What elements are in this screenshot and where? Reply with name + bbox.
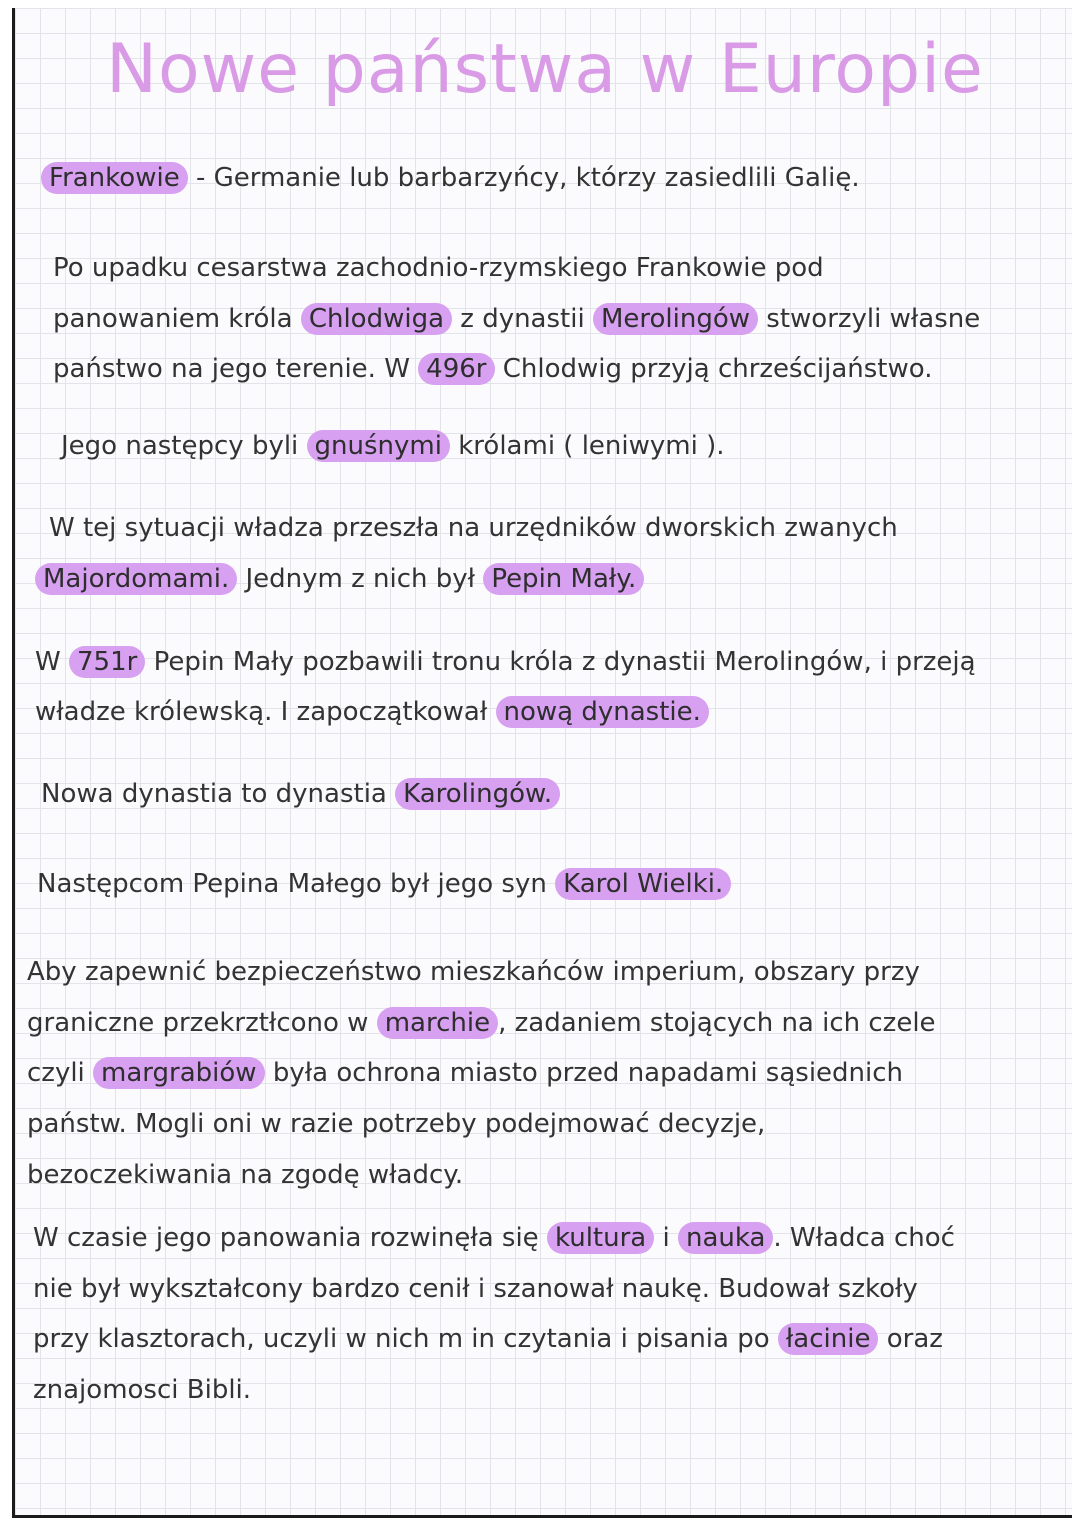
text-segment: państwo na jego terenie. W xyxy=(53,354,419,384)
text-line xyxy=(61,428,725,464)
highlighted-term: 496r xyxy=(418,353,494,385)
highlighted-term: margrabiów xyxy=(93,1057,265,1089)
text-segment: W czasie jego panowania rozwinęła się xyxy=(33,1223,547,1253)
highlighted-term: Merolingów xyxy=(593,303,758,335)
highlighted-term: Karol Wielki. xyxy=(555,868,731,900)
text-segment: znajomosci Bibli. xyxy=(33,1375,252,1405)
text-segment: Jednym z nich był xyxy=(237,564,484,594)
text-line xyxy=(53,250,824,286)
text-line xyxy=(27,1055,903,1091)
text-segment: Jego następcy byli xyxy=(61,431,307,461)
text-line xyxy=(33,1271,918,1307)
text-segment: bezoczekiwania na zgodę władcy. xyxy=(27,1160,464,1190)
text-segment: Nowa dynastia to dynastia xyxy=(41,779,396,809)
text-segment: panowaniem króla xyxy=(53,304,301,334)
text-line xyxy=(27,954,920,990)
highlighted-term: 751r xyxy=(69,646,145,678)
highlighted-term: łacinie xyxy=(778,1323,879,1355)
highlighted-term: Majordomami. xyxy=(35,563,237,595)
text-segment: z dynastii xyxy=(452,304,593,334)
text-line xyxy=(35,694,709,730)
text-segment: - Germanie lub barbarzyńcy, którzy zasiedlili Galię. xyxy=(187,163,860,193)
text-segment: królami ( leniwymi ). xyxy=(449,431,725,461)
text-segment: W tej sytuacji władza przeszła na urzędników dworskich zwanych xyxy=(49,513,898,543)
highlighted-term: kultura xyxy=(547,1222,654,1254)
highlighted-term: Frankowie xyxy=(41,162,188,194)
text-line xyxy=(27,1005,936,1041)
text-segment: państw. Mogli oni w razie potrzeby podejmować decyzje, xyxy=(27,1109,766,1139)
highlighted-term: nauka xyxy=(678,1222,773,1254)
text-segment: i xyxy=(654,1223,678,1253)
text-segment: władze królewską. I zapoczątkował xyxy=(35,697,496,727)
text-line xyxy=(35,561,644,597)
text-segment: czyli xyxy=(27,1058,94,1088)
text-line xyxy=(27,1106,765,1142)
text-line xyxy=(53,301,980,337)
text-line xyxy=(41,776,560,812)
text-segment: Aby zapewnić bezpieczeństwo mieszkańców imperium, obszary przy xyxy=(27,957,920,987)
text-segment: Pepin Mały pozbawili tronu króla z dynastii Merolingów, i przeją xyxy=(145,647,976,677)
text-line xyxy=(27,1157,463,1193)
text-segment: oraz xyxy=(878,1324,943,1354)
text-segment: Po upadku cesarstwa zachodnio-rzymskiego Frankowie pod xyxy=(53,253,824,283)
text-segment: graniczne przekrztłcono w xyxy=(27,1008,377,1038)
text-segment: nie był wykształcony bardzo cenił i szanował naukę. Budował szkoły xyxy=(33,1274,918,1304)
highlighted-term: Chlodwiga xyxy=(301,303,452,335)
highlighted-term: gnuśnymi xyxy=(307,430,450,462)
text-line xyxy=(33,1372,251,1408)
text-segment: Następcom Pepina Małego był jego syn xyxy=(37,869,556,899)
notebook-page xyxy=(12,8,1072,1518)
text-line xyxy=(35,644,976,680)
text-segment: Chlodwig przyją chrześcijaństwo. xyxy=(494,354,933,384)
text-line xyxy=(49,510,898,546)
text-line xyxy=(53,351,932,387)
text-line xyxy=(33,1220,955,1256)
text-line xyxy=(33,1321,943,1357)
highlighted-term: Pepin Mały. xyxy=(483,563,644,595)
text-line xyxy=(41,160,860,196)
highlighted-term: marchie xyxy=(377,1007,498,1039)
text-segment: . Władca choć xyxy=(773,1223,955,1253)
highlighted-term: nową dynastie. xyxy=(496,696,709,728)
text-segment: W xyxy=(35,647,69,677)
page-title: Nowe państwa w Europie xyxy=(106,30,984,109)
text-line xyxy=(37,866,731,902)
text-segment: stworzyli własne xyxy=(758,304,981,334)
text-segment: , zadaniem stojących na ich czele xyxy=(498,1008,936,1038)
text-segment: przy klasztorach, uczyli w nich m in czytania i pisania po xyxy=(33,1324,778,1354)
highlighted-term: Karolingów. xyxy=(395,778,560,810)
text-segment: była ochrona miasto przed napadami sąsiednich xyxy=(264,1058,904,1088)
